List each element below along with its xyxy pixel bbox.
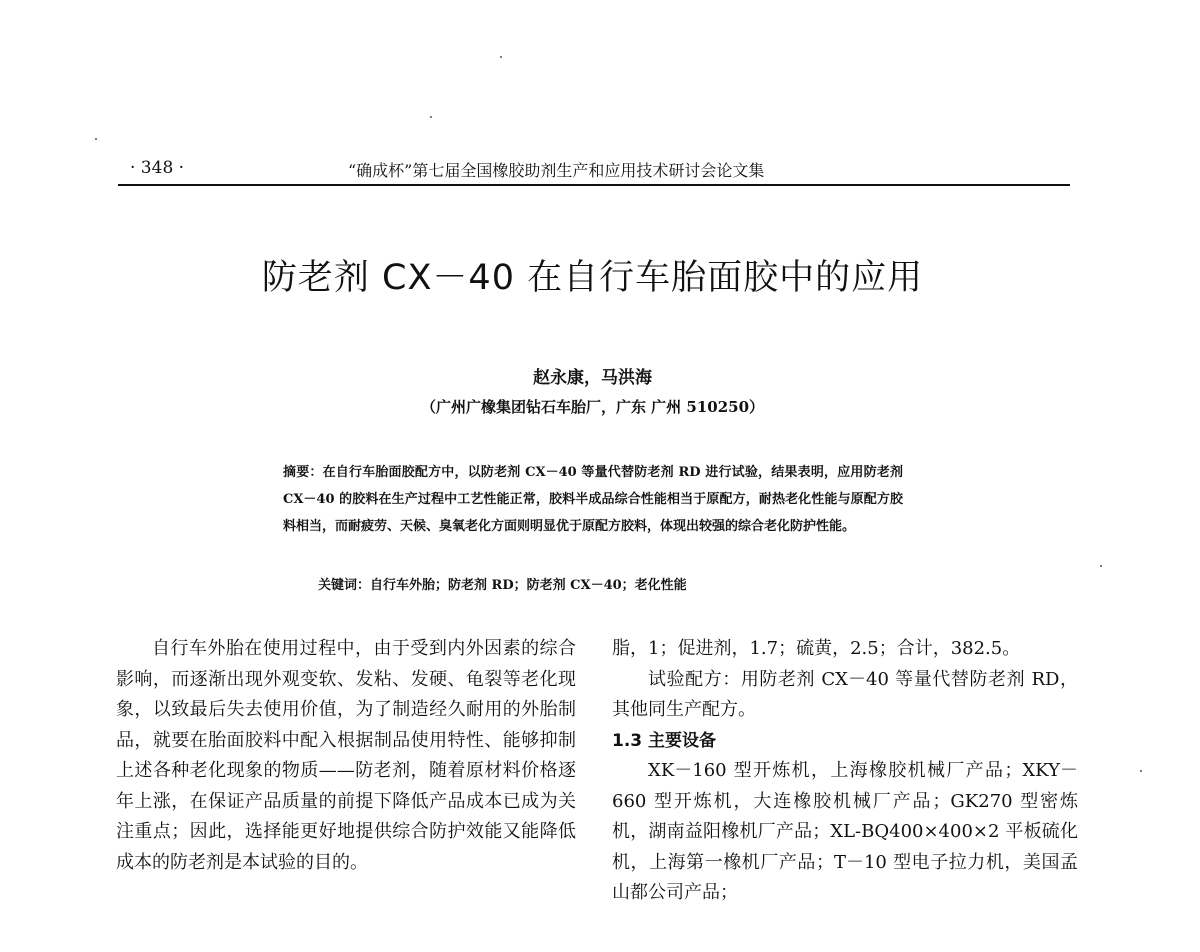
page-number: · 348 · bbox=[130, 158, 185, 178]
scan-speck bbox=[1140, 770, 1142, 772]
authors: 赵永康，马洪海 bbox=[533, 368, 652, 388]
running-title: “确成杯”第七届全国橡胶助剂生产和应用技术研讨会论文集 bbox=[348, 161, 765, 180]
scan-speck bbox=[500, 56, 502, 58]
running-header bbox=[118, 156, 1070, 186]
right-column bbox=[612, 634, 1078, 909]
abstract bbox=[283, 459, 903, 540]
left-column bbox=[116, 634, 576, 878]
keywords-label: 关键词： bbox=[318, 578, 371, 593]
test-formula-paragraph: 试验配方：用防老剂 CX－40 等量代替防老剂 RD，其他同生产配方。 bbox=[612, 668, 1078, 720]
equipment-paragraph: XK－160 型开炼机，上海橡胶机械厂产品；XKY－660 型开炼机，大连橡胶机械厂产品；GK270 型密炼机，湖南益阳橡机厂产品；XL-BQ400×400×2 平板硫化机，上海第一橡机厂产品；T－10 型电子拉力机，美国孟山都公司产品； bbox=[612, 760, 1078, 903]
abstract-label: 摘要： bbox=[283, 465, 323, 480]
keywords bbox=[318, 574, 918, 593]
keywords-text: 自行车外胎；防老剂 RD；防老剂 CX－40；老化性能 bbox=[370, 578, 687, 593]
affiliation: （广州广橡集团钻石车胎厂，广东 广州 510250） bbox=[420, 398, 765, 416]
paper-title: 防老剂 CX－40 在自行车胎面胶中的应用 bbox=[261, 258, 924, 298]
intro-paragraph: 自行车外胎在使用过程中，由于受到内外因素的综合影响，而逐渐出现外观变软、发粘、发硬、龟裂等老化现象，以致最后失去使用价值，为了制造经久耐用的外胎制品，就要在胎面胶料中配入根据制品使用特性、能够抑制上述各种老化现象的物质——防老剂，随着原材料价格逐年上涨，在保证产品质量的前提下降低产品成本已成为关注重点；因此，选择能更好地提供综合防护效能又能降低成本的防老剂是本试验的目的。 bbox=[116, 638, 576, 873]
formula-continuation: 脂，1；促进剂，1.7；硫黄，2.5；合计，382.5。 bbox=[612, 638, 1021, 659]
scan-speck bbox=[95, 138, 97, 140]
abstract-text: 在自行车胎面胶配方中，以防老剂 CX－40 等量代替防老剂 RD 进行试验，结果表明，应用防老剂 CX－40 的胶料在生产过程中工艺性能正常，胶料半成品综合性能相当于原配方，耐热老化性能与原配方胶料相当，而耐疲劳、天候、臭氧老化方面则明显优于原配方胶料，体现出较强的综合老化防护性能。 bbox=[283, 465, 903, 534]
section-heading-equipment: 1.3 主要设备 bbox=[612, 730, 717, 751]
scan-speck bbox=[1100, 565, 1102, 567]
scan-speck bbox=[430, 116, 432, 118]
